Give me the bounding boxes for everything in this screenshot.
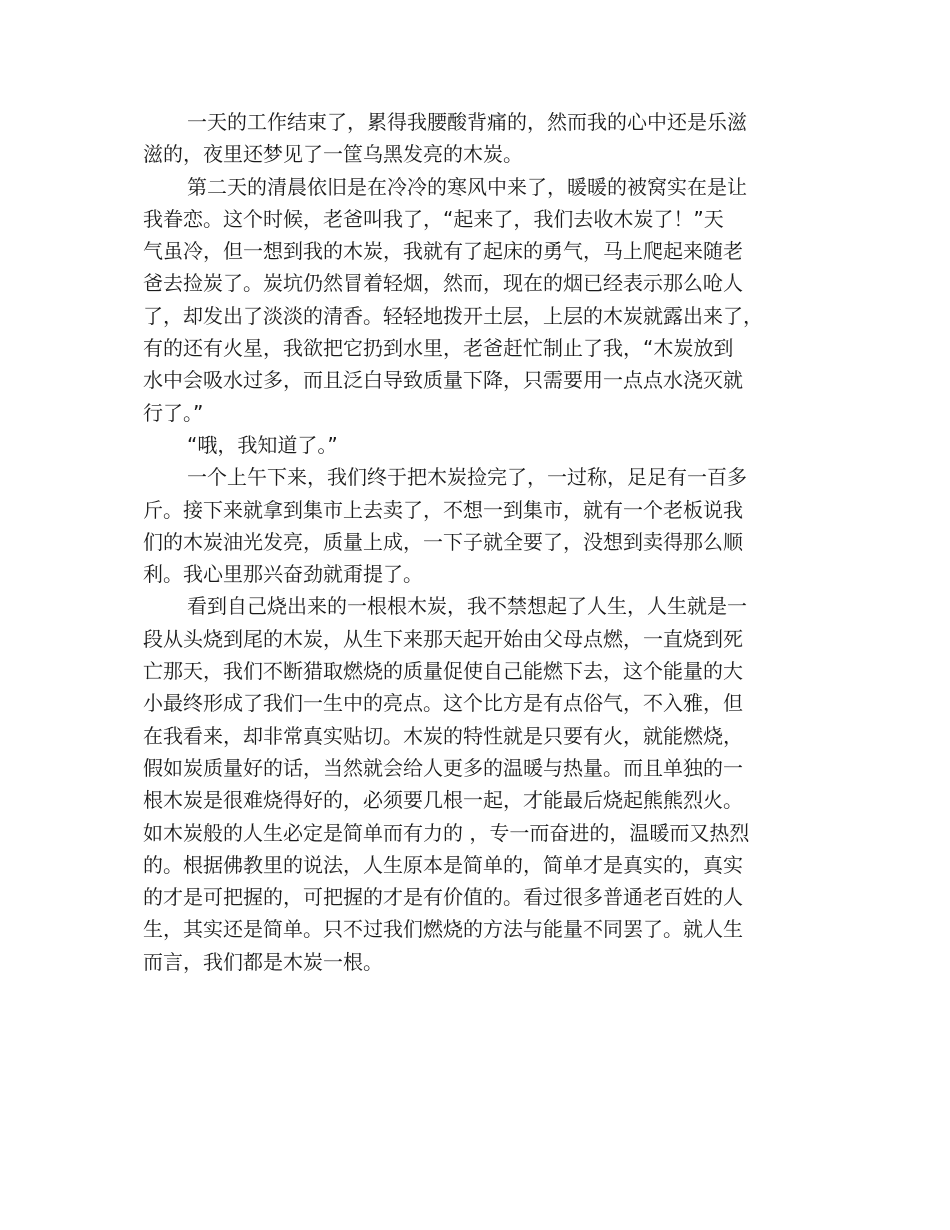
text-line: 水中会吸水过多，而且泛白导致质量下降，只需要用一点点水浇灭就 [143, 368, 743, 393]
text-line: 在我看来，却非常真实贴切。木炭的特性就是只要有火，就能燃烧， [143, 723, 743, 748]
text-line: 如木炭般的人生必定是简单而有力的 ，专一而奋进的，温暖而又热烈 [143, 820, 750, 845]
text-line: 段从头烧到尾的木炭，从生下来那天起开始由父母点燃，一直烧到死 [143, 626, 743, 651]
text-line: 气虽冷，但一想到我的木炭，我就有了起床的勇气，马上爬起来随老 [143, 239, 743, 264]
text-line: 利。我心里那兴奋劲就甭提了。 [143, 562, 423, 587]
text-line: 们的木炭油光发亮，质量上成，一下子就全要了，没想到卖得那么顺 [143, 529, 743, 554]
text-line: 根木炭是很难烧得好的，必须要几根一起，才能最后烧起熊熊烈火。 [143, 788, 743, 813]
text-line: 看到自己烧出来的一根根木炭，我不禁想起了人生，人生就是一 [187, 594, 747, 619]
text-line: 一天的工作结束了，累得我腰酸背痛的，然而我的心中还是乐滋 [187, 110, 747, 134]
text-line: 爸去捡炭了。炭坑仍然冒着轻烟，然而，现在的烟已经表示那么呛人 [143, 271, 743, 296]
text-line: 而言，我们都是木炭一根。 [143, 949, 383, 974]
text-line: 我眷恋。这个时候，老爸叫我了，“起来了，我们去收木炭了！”天 [143, 206, 724, 231]
text-line: 一个上午下来，我们终于把木炭捡完了，一过称，足足有一百多 [187, 465, 747, 490]
text-line: 的。根据佛教里的说法，人生原本是简单的，简单才是真实的，真实 [143, 852, 743, 877]
text-line: 滋的，夜里还梦见了一筐乌黑发亮的木炭。 [143, 142, 523, 167]
text-line: 小最终形成了我们一生中的亮点。这个比方是有点俗气，不入雅，但 [143, 691, 743, 716]
text-line: 斤。接下来就拿到集市上去卖了，不想一到集市，就有一个老板说我 [143, 497, 743, 522]
text-line: 亡那天，我们不断猎取燃烧的质量促使自己能燃下去，这个能量的大 [143, 659, 743, 684]
text-line: 行了。” [143, 400, 204, 425]
text-line: 第二天的清晨依旧是在冷冷的寒风中来了，暖暖的被窝实在是让 [187, 174, 747, 199]
text-line: 生，其实还是简单。只不过我们燃烧的方法与能量不同罢了。就人生 [143, 917, 743, 942]
text-line: 假如炭质量好的话，当然就会给人更多的温暖与热量。而且单独的一 [143, 755, 743, 780]
article-body [143, 106, 803, 978]
text-line: 的才是可把握的，可把握的才是有价值的。看过很多普通老百姓的人 [143, 885, 743, 910]
text-line: 有的还有火星，我欲把它扔到水里，老爸赶忙制止了我，“木炭放到 [143, 336, 734, 361]
text-line: 了，却发出了淡淡的清香。轻轻地拨开土层，上层的木炭就露出来了， [143, 303, 763, 328]
text-line: “哦，我知道了。” [187, 432, 338, 457]
